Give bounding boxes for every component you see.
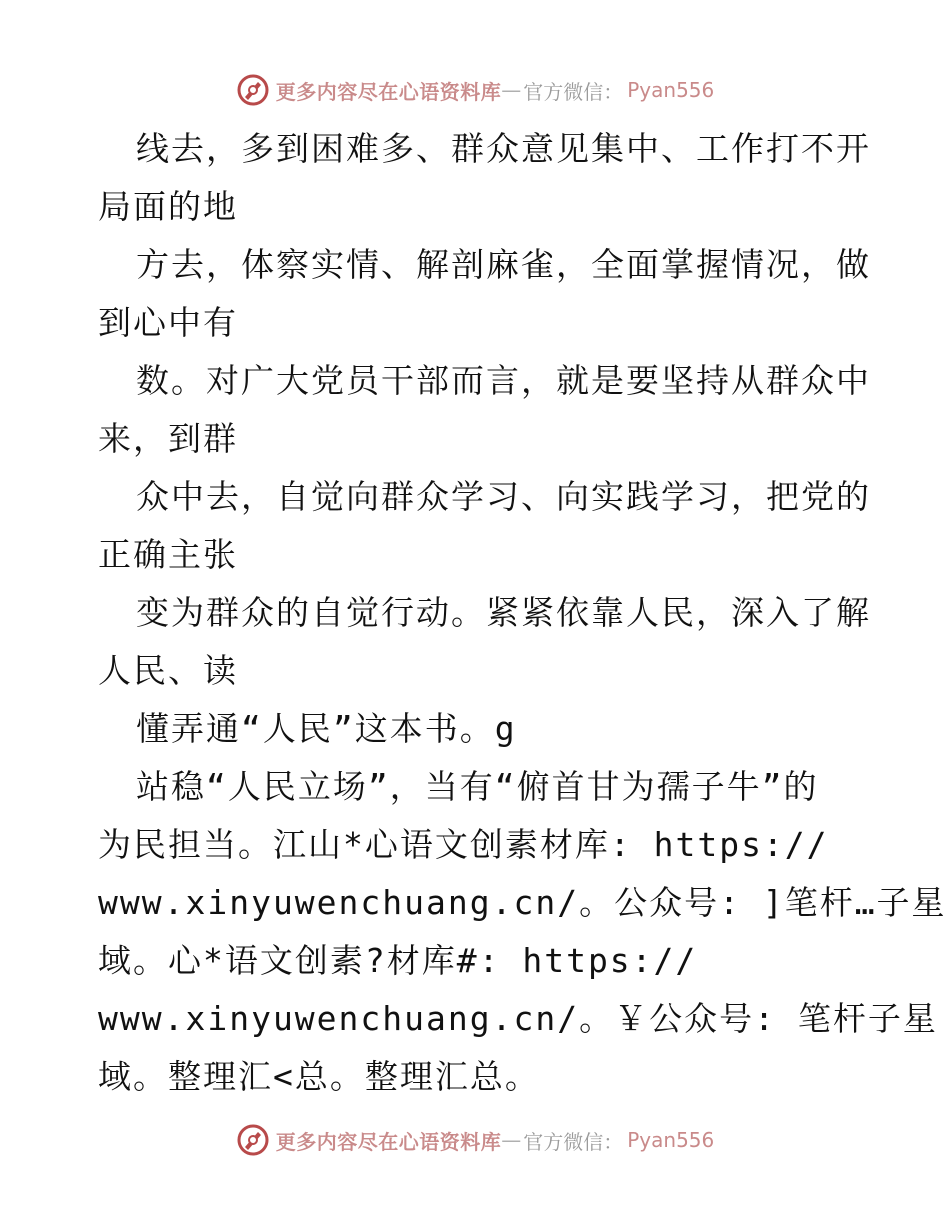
text-line: www.xinyuwenchuang.cn/。公众号: ]笔杆…子星	[98, 883, 947, 922]
header-watermark-banner	[0, 70, 950, 110]
text-line: 到心中有	[98, 303, 238, 342]
banner-wechat-id: Pyan556	[627, 1128, 715, 1152]
banner-text: 更多内容尽在心语资料库	[275, 1129, 502, 1154]
text-line: 正确主张	[98, 535, 238, 574]
banner-official-label: 官方微信：	[523, 79, 624, 104]
text-line: 局面的地	[98, 187, 238, 226]
brand-logo-icon	[236, 73, 270, 107]
text-line: 来，到群	[98, 419, 238, 458]
text-line: www.xinyuwenchuang.cn/。￥公众号: 笔杆子星	[98, 999, 938, 1038]
text-line: 众中去，自觉向群众学习、向实践学习，把党的	[136, 477, 871, 516]
text-line: 域。心*语文创素?材库#: https://	[98, 941, 698, 980]
banner-dash: —	[501, 78, 522, 102]
document-body	[98, 120, 947, 1106]
text-line: 为民担当。江山*心语文创素材库: https://	[98, 825, 829, 864]
text-line: 方去，体察实情、解剖麻雀，全面掌握情况，做	[136, 245, 871, 284]
banner-wechat-id: Pyan556	[627, 78, 715, 102]
text-line: 站稳“人民立场”，当有“俯首甘为孺子牛”的	[136, 767, 819, 806]
text-line: 人民、读	[98, 651, 238, 690]
text-line: 懂弄通“人民”这本书。g	[136, 709, 517, 748]
banner-dash: —	[501, 1128, 522, 1152]
text-line: 域。整理汇<总。整理汇总。	[98, 1057, 540, 1096]
banner-official-label: 官方微信：	[523, 1129, 624, 1154]
text-line: 数。对广大党员干部而言，就是要坚持从群众中	[136, 361, 871, 400]
text-line: 变为群众的自觉行动。紧紧依靠人民，深入了解	[136, 593, 871, 632]
footer-watermark-banner	[0, 1120, 950, 1160]
text-line: 线去，多到困难多、群众意见集中、工作打不开	[136, 129, 871, 168]
brand-logo-icon	[236, 1123, 270, 1157]
banner-text: 更多内容尽在心语资料库	[275, 79, 502, 104]
